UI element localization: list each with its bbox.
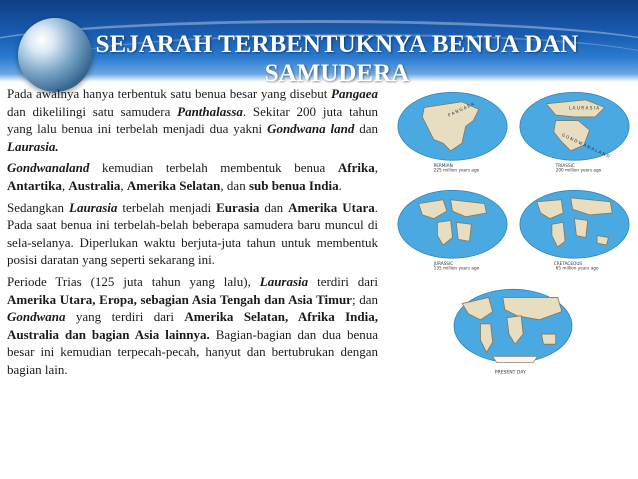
text: dan xyxy=(354,121,378,137)
map-caption-triassic: TRIASSIC xyxy=(555,162,575,168)
term-laurasia: Laurasia xyxy=(259,273,309,289)
title-bar xyxy=(0,0,638,87)
map-age-jurassic: 135 million years ago xyxy=(433,265,480,271)
term-pangaea: Pangaea xyxy=(331,86,378,101)
term-gondwana: Gondwana xyxy=(7,309,66,325)
map-label-gondwanaland: G O N D W A N A L A N D xyxy=(560,132,611,159)
map-caption-cretaceous: CRETACEOUS xyxy=(553,260,583,266)
text: , dan xyxy=(220,177,249,193)
text: kemudian terbelah membentuk benua xyxy=(89,160,338,176)
map-age-permian: 225 million years ago xyxy=(433,167,480,173)
text: Sedangkan xyxy=(7,199,70,215)
map-label-laurasia: L A U R A S I A xyxy=(568,105,600,111)
text: ; dan xyxy=(351,291,378,307)
term-amerika-utara: Amerika Utara xyxy=(288,199,375,215)
term-afrika: Afrika xyxy=(337,160,375,176)
text: Bagian-bagian dan dua benua besar ini kemudian terpecah-pecah, hanyut dan bertubrukan dengan bagian lain. xyxy=(7,326,379,377)
term-eurasia: Eurasia xyxy=(216,199,260,215)
paragraph-1 xyxy=(7,85,378,155)
term-panthalassa: Panthalassa xyxy=(177,103,243,119)
term-gondwana-land: Gondwana land xyxy=(267,121,355,137)
continental-drift-maps xyxy=(396,88,636,378)
map-cretaceous xyxy=(518,186,631,272)
text: Periode Trias (125 juta tahun yang lalu), xyxy=(7,273,260,289)
text: . Sekitar 200 juta tahun yang lalu benua ini terbelah menjadi dua yakni xyxy=(7,103,379,137)
text: yang terdiri dari xyxy=(65,309,185,325)
map-triassic xyxy=(518,88,631,174)
term-antartika: Antartika xyxy=(7,177,62,193)
paragraph-4 xyxy=(7,273,378,379)
map-caption-permian: PERMIAN xyxy=(433,162,453,168)
term-gondwana-regions: Amerika Selatan, Afrika India, Australia dan bagian Asia lainnya. xyxy=(7,309,378,342)
term-amerika-selatan: Amerika Selatan xyxy=(126,177,221,193)
map-jurassic xyxy=(396,186,509,272)
text: terbelah menjadi xyxy=(117,199,217,215)
paragraph-2 xyxy=(7,159,378,194)
text: Pada awalnya hanya terbentuk satu benua besar yang disebut xyxy=(7,86,332,101)
text: terdiri dari xyxy=(308,273,378,289)
map-caption-jurassic: JURASSIC xyxy=(433,260,454,266)
term-sub-benua-india: sub benua India xyxy=(248,177,339,193)
map-label-pangaea: P A N G A E A xyxy=(447,101,475,118)
map-present-day xyxy=(452,284,574,378)
term-gondwanaland: Gondwanaland xyxy=(7,160,90,176)
body-text xyxy=(7,85,378,383)
text: , xyxy=(61,177,69,193)
text: . Pada saat benua ini terbelah-belah beberapa samudera baru muncul di sela-selanya. Diperlukan waktu berjuta-juta tahun untuk membentuk posisi daratan yang seperti sekarang ini. xyxy=(7,199,378,268)
slide-title: SEJARAH TERBENTUKNYA BENUA DAN SAMUDERA xyxy=(95,31,579,87)
text: dan xyxy=(259,199,289,215)
paragraph-3 xyxy=(7,199,378,269)
map-age-cretaceous: 65 million years ago xyxy=(555,265,599,271)
map-caption-present-day: PRESENT DAY xyxy=(494,370,526,376)
text: dan dikelilingi satu samudera xyxy=(7,103,178,119)
term-laurasia: Laurasia xyxy=(69,199,118,215)
text: . xyxy=(338,177,342,193)
term-laurasia-regions: Amerika Utara, Eropa, sebagian Asia Tengah dan Asia Timur xyxy=(7,291,352,307)
text: , xyxy=(120,177,127,193)
term-laurasia: Laurasia. xyxy=(7,138,59,154)
term-australia: Australia xyxy=(68,177,121,193)
map-permian xyxy=(396,88,509,174)
text: , xyxy=(374,160,378,176)
map-age-triassic: 200 million years ago xyxy=(555,167,602,173)
